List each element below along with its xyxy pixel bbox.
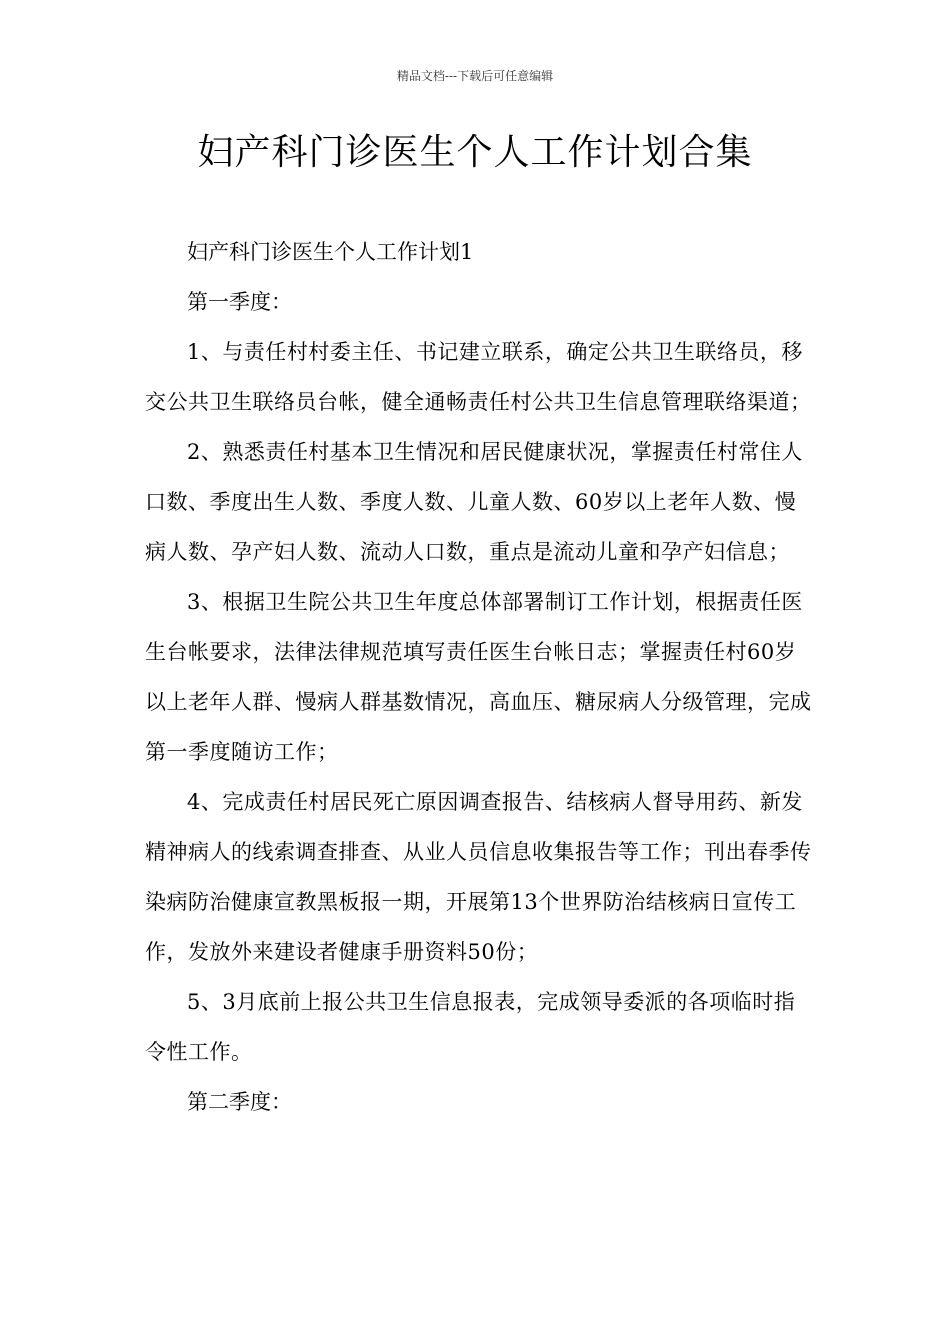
paragraph-item-5: 5、3月底前上报公共卫生信息报表，完成领导委派的各项临时指令性工作。 xyxy=(145,990,796,1064)
paragraph-item-3: 3、根据卫生院公共卫生年度总体部署制订工作计划，根据责任医生台帐要求，法律法律规范填写责任医生台帐日志；掌握责任村60岁以上老年人群、慢病人群基数情况，高血压、糖尿病人分级管理，完成第一季度随访工作； xyxy=(145,590,812,764)
paragraph-item-1: 1、与责任村村委主任、书记建立联系，确定公共卫生联络员，移交公共卫生联络员台帐，健全通畅责任村公共卫生信息管理联络渠道； xyxy=(145,340,812,414)
paragraph-item-2: 2、熟悉责任村基本卫生情况和居民健康状况，掌握责任村常住人口数、季度出生人数、季度人数、儿童人数、60岁以上老年人数、慢病人数、孕产妇人数、流动人口数，重点是流动儿童和孕产妇信息； xyxy=(145,440,803,564)
section-heading-q1: 第一季度： xyxy=(187,290,292,314)
subtitle: 妇产科门诊医生个人工作计划1 xyxy=(187,240,474,264)
section-heading-q2: 第二季度： xyxy=(187,1090,292,1114)
paragraph-item-4: 4、完成责任村居民死亡原因调查报告、结核病人督导用药、新发精神病人的线索调查排查、从业人员信息收集报告等工作；刊出春季传染病防治健康宣教黑板报一期，开展第13个世界防治结核病日宣传工作，发放外来建设者健康手册资料50份； xyxy=(145,790,812,964)
document-body xyxy=(145,227,815,1127)
document-title: 妇产科门诊医生个人工作计划合集 xyxy=(197,132,753,173)
header-note: 精品文档---下载后可任意编辑 xyxy=(396,69,554,83)
